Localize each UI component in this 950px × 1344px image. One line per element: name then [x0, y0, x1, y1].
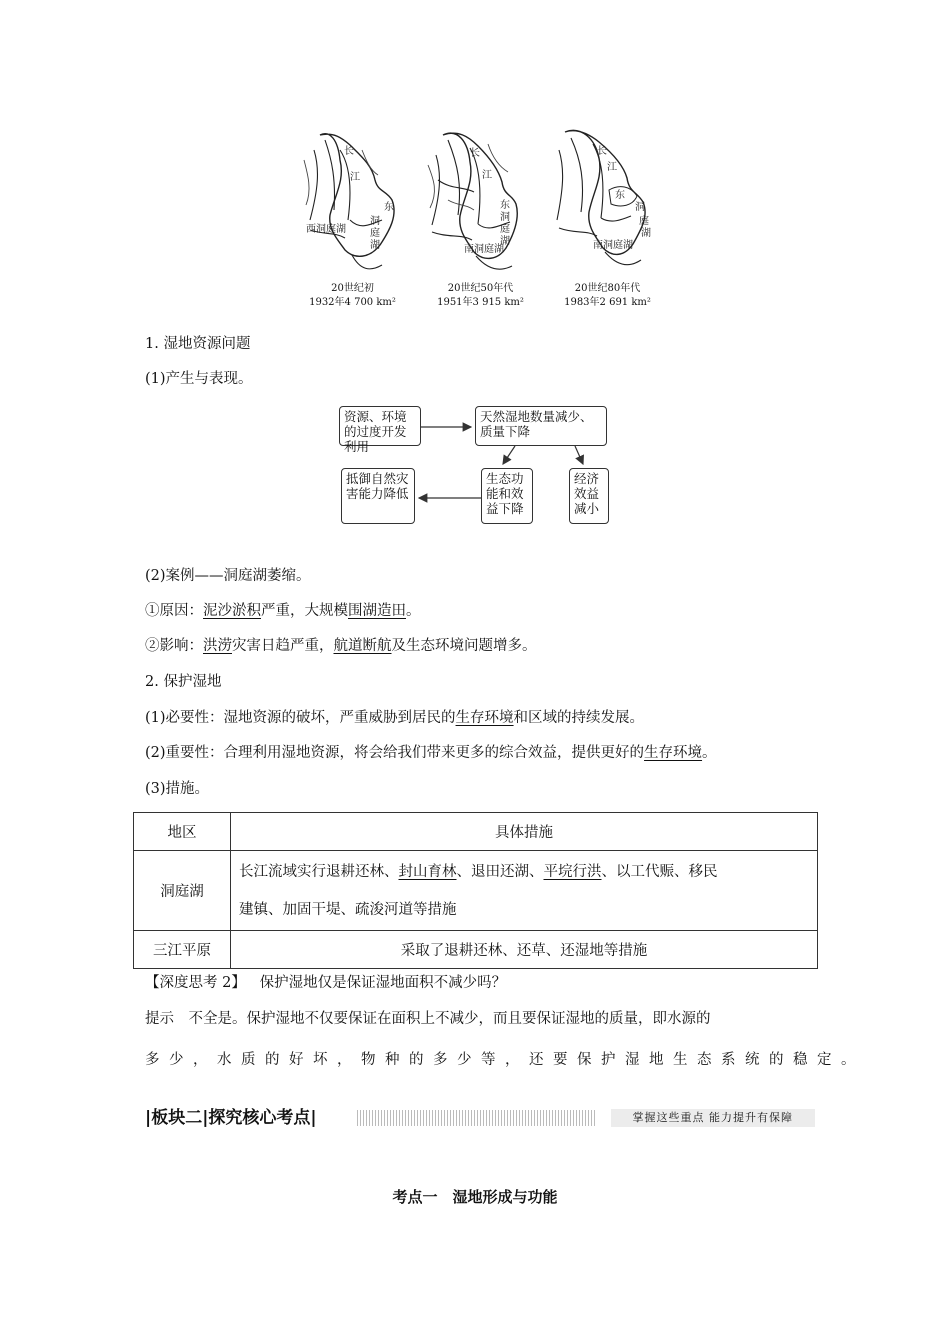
map-label: 长 [597, 146, 607, 157]
hint-line-1: 提示 不全是。保护湿地不仅要保证在面积上不减少，而且要保证湿地的质量，即水源的 [145, 1011, 711, 1027]
importance-suffix: 。 [702, 745, 717, 761]
importance-text [145, 743, 717, 763]
header-region: 地区 [134, 813, 231, 851]
box-wetland-decline: 天然湿地数量减少、质量下降 [475, 406, 607, 446]
necessity-key: 生存环境 [455, 710, 514, 726]
map-label: 洞 [500, 212, 510, 223]
map-label: 洞 [370, 216, 380, 227]
banner-title: |板块二|探究核心考点| [145, 1108, 317, 1128]
map-period: 20世纪50年代 [447, 283, 514, 294]
map-label: 东 [500, 200, 510, 211]
measure-text: 长江流域实行退耕还林、 [239, 863, 399, 880]
box-overexploitation: 资源、环境的过度开发利用 [339, 406, 421, 446]
header-measures: 具体措施 [231, 813, 818, 851]
box-eco-function-decline: 生态功能和效益下降 [481, 468, 533, 524]
table-header-row [134, 813, 818, 851]
impact-suffix: 及生态环境问题增多。 [391, 638, 537, 654]
map-area: 1932年4 700 km² [309, 297, 396, 308]
map-label: 南洞庭湖 [593, 240, 633, 251]
map-early-20th-century [290, 120, 415, 320]
map-label: 东 [384, 202, 394, 213]
impact-mid: 灾害日趋严重， [232, 638, 334, 654]
heading-wetland-problems: 1. 湿地资源问题 [145, 336, 251, 352]
box-disaster-resistance-decline: 抵御自然灾害能力降低 [341, 468, 415, 524]
map-label: 湖 [500, 236, 510, 247]
reason-key-2: 围湖造田 [348, 603, 406, 619]
map-area: 1951年3 915 km² [437, 297, 524, 308]
region-dongting: 洞庭湖 [134, 851, 231, 931]
subheading-causes: (1)产生与表现。 [145, 371, 253, 387]
deep-thinking-tag: 【深度思考 2】 [145, 975, 246, 991]
map-label: 庭 [639, 216, 649, 227]
reason-prefix: ①原因： [145, 603, 203, 619]
impact-key-2: 航道断航 [333, 638, 392, 654]
necessity-prefix: (1)必要性：湿地资源的破坏，严重威胁到居民的 [145, 710, 456, 726]
map-label: 江 [607, 162, 617, 173]
map-label: 长 [470, 148, 480, 159]
case-impact [145, 636, 537, 656]
reason-mid: 严重，大规模 [261, 603, 348, 619]
necessity-suffix: 和区域的持续发展。 [513, 710, 645, 726]
measure-key-1: 封山育林 [398, 863, 457, 880]
necessity-text [145, 708, 644, 728]
case-dongting-lake: (2)案例——洞庭湖萎缩。 [145, 568, 311, 584]
map-period: 20世纪80年代 [574, 283, 641, 294]
heading-protect-wetland: 2. 保护湿地 [145, 674, 222, 690]
measures-table [133, 812, 818, 969]
measure-key-2: 平垸行洪 [543, 863, 602, 880]
measure-text: 、以工代赈、移民 [601, 863, 718, 880]
lake-outline-1983 [545, 120, 670, 280]
dongting-lake-maps [290, 120, 670, 320]
map-label: 西洞庭湖 [306, 224, 346, 235]
map-1950s [418, 120, 543, 320]
measure-text: 、退田还湖、 [456, 863, 544, 880]
map-label: 江 [482, 170, 492, 181]
lake-outline-1951 [418, 120, 543, 280]
reason-suffix: 。 [406, 603, 421, 619]
map-label: 长 [344, 146, 354, 157]
map-label: 湖 [641, 228, 651, 239]
banner-slogan: 掌握这些重点 能力提升有保障 [611, 1109, 816, 1127]
map-label: 南洞庭湖 [464, 244, 504, 255]
banner-hatch [357, 1110, 595, 1126]
section-title: 考点一 湿地形成与功能 [392, 1188, 558, 1206]
impact-prefix: ②影响： [145, 638, 203, 654]
map-label: 庭 [500, 224, 510, 235]
map-1980s [545, 120, 670, 320]
measure-text: 建镇、加固干堤、疏浚河道等措施 [239, 901, 457, 918]
map-label: 湖 [370, 240, 380, 251]
reason-key-1: 泥沙淤积 [203, 603, 261, 619]
box-economic-benefit-decline: 经济效益减小 [569, 468, 609, 524]
measures-dongting [231, 851, 818, 931]
impact-key-1: 洪涝 [203, 638, 232, 654]
cause-effect-flowchart [335, 400, 615, 530]
importance-prefix: (2)重要性：合理利用湿地资源，将会给我们带来更多的综合效益，提供更好的 [145, 745, 645, 761]
map-label: 洞 [635, 202, 645, 213]
hint-line-2: 多少，水质的好坏，物种的多少等，还要保护湿地生态系统的稳定。 [145, 1052, 865, 1068]
case-reason [145, 601, 421, 621]
table-row [134, 851, 818, 931]
importance-key: 生存环境 [644, 745, 703, 761]
deep-thinking-question [145, 973, 506, 993]
measures-heading: (3)措施。 [145, 781, 210, 797]
map-area: 1983年2 691 km² [564, 297, 651, 308]
table-row [134, 931, 818, 969]
measures-sanjiang: 采取了退耕还林、还草、还湿地等措施 [231, 931, 818, 969]
map-label: 东 [615, 190, 625, 201]
deep-thinking-text: 保护湿地仅是保证湿地面积不减少吗？ [259, 975, 507, 991]
map-label: 庭 [370, 228, 380, 239]
section-banner [145, 1105, 815, 1131]
map-label: 江 [350, 172, 360, 183]
map-period: 20世纪初 [331, 283, 374, 294]
region-sanjiang: 三江平原 [134, 931, 231, 969]
